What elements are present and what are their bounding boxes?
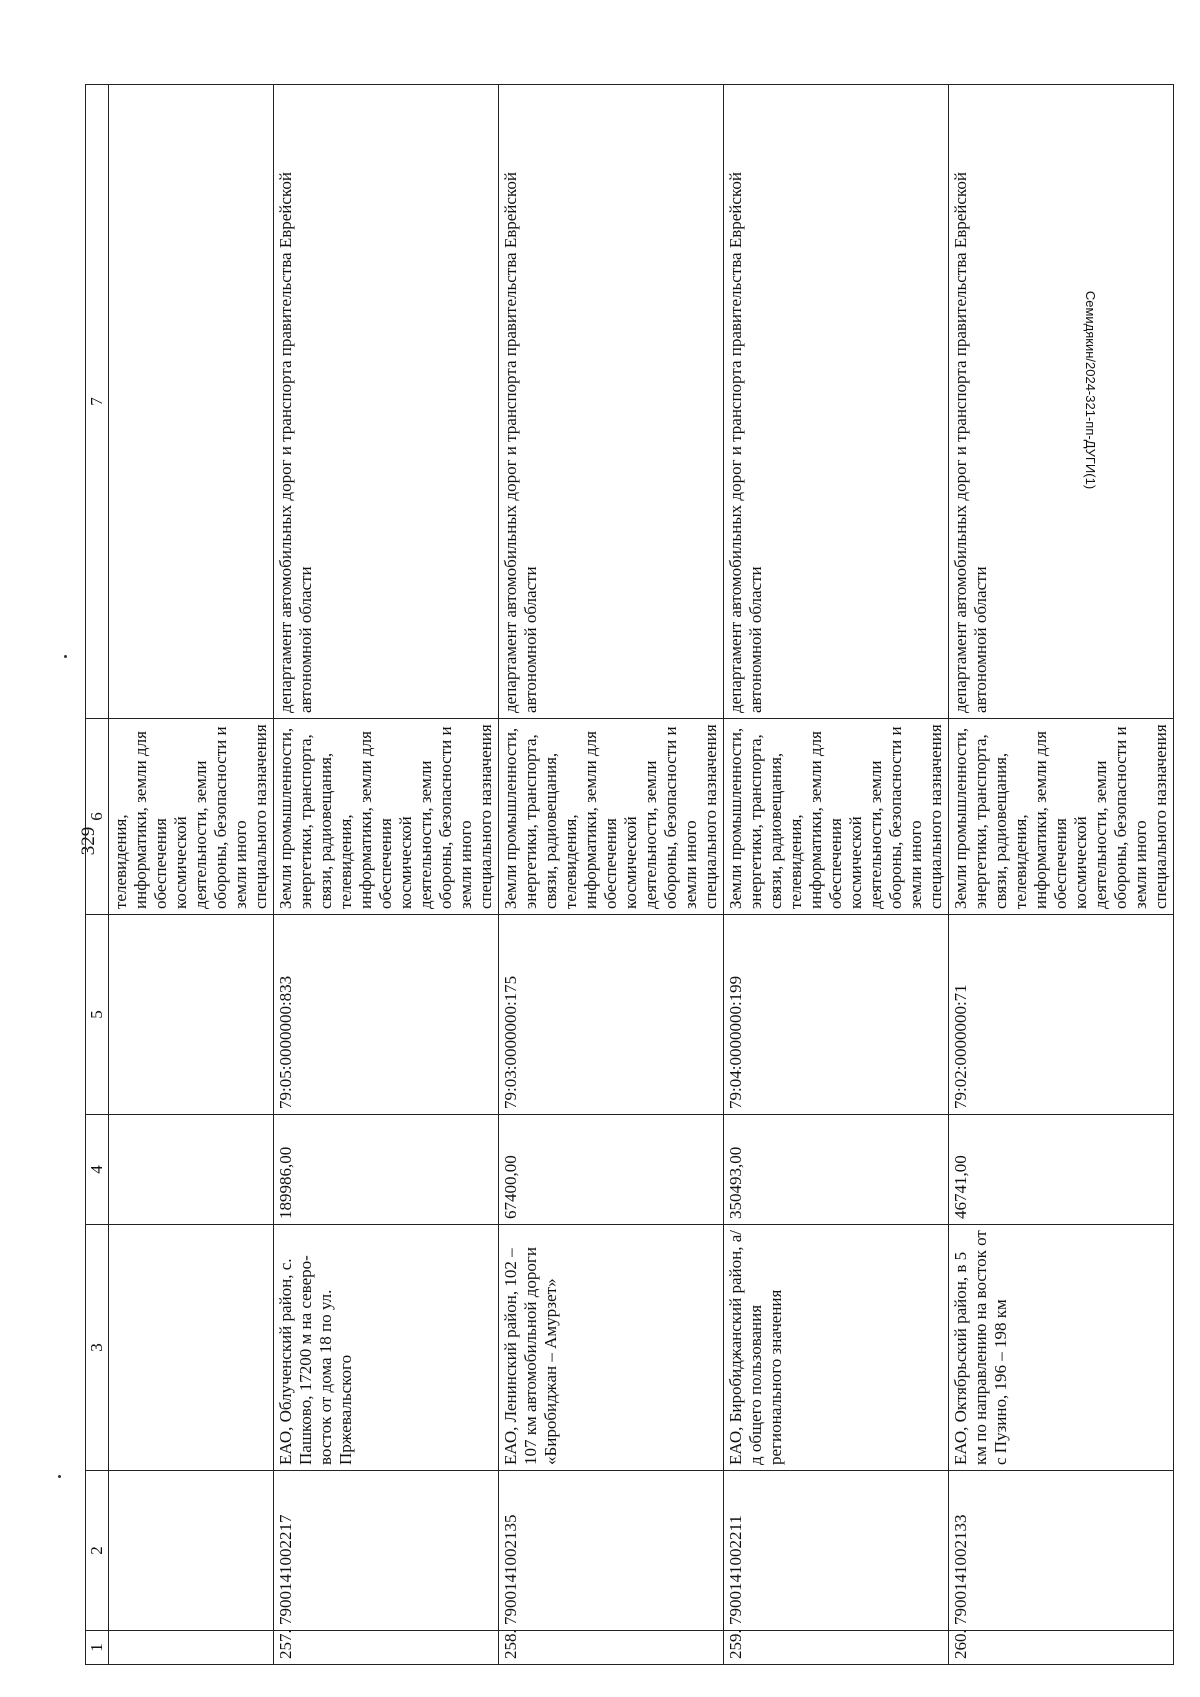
- area-cell: 67400,00: [499, 1115, 724, 1225]
- column-header: 1: [86, 1631, 109, 1665]
- land-register-table: [85, 84, 1174, 1665]
- location-cell: ЕАО, Октябрьский район, в 5 км по направлению на восток от с Пузино, 196 – 198 км: [949, 1225, 1174, 1471]
- continuation-row: [109, 85, 274, 1665]
- empty-cell: [109, 1115, 274, 1225]
- land-category-text: телевидения, информатики, земли для обеспечения космической деятельности, земли обороны, безопасности и земли иного специального назначения: [111, 724, 270, 909]
- row-number: 260.: [949, 1631, 1174, 1665]
- column-header: 4: [86, 1115, 109, 1225]
- land-register-table-area: [85, 85, 1170, 1665]
- cadastral-number: 79:04:0000000:199: [724, 915, 949, 1115]
- area-cell: 46741,00: [949, 1115, 1174, 1225]
- empty-cell: [109, 85, 274, 719]
- land-category-cell: Земли промышленности, энергетики, транспорта, связи, радиовещания, телевидения, информатики, земли для обеспечения космической деятельности, земли обороны, безопасности и земли иного специального назначения: [949, 719, 1174, 915]
- page-number: 329: [78, 826, 99, 856]
- empty-cell: [109, 915, 274, 1115]
- land-category-cell: [109, 719, 274, 915]
- owner-cell: департамент автомобильных дорог и транспорта правительства Еврейской автономной области: [949, 85, 1174, 719]
- row-number: 258.: [499, 1631, 724, 1665]
- empty-cell: [109, 1631, 274, 1665]
- empty-cell: [109, 1225, 274, 1471]
- column-header: 6: [86, 719, 109, 915]
- location-cell: ЕАО, Ленинский район, 102 – 107 км автомобильной дороги «Биробиджан – Амурзет»: [499, 1225, 724, 1471]
- column-header: 7: [86, 85, 109, 719]
- owner-cell: департамент автомобильных дорог и транспорта правительства Еврейской автономной области: [274, 85, 499, 719]
- registry-code: 7900141002211: [724, 1471, 949, 1631]
- column-header: 2: [86, 1471, 109, 1631]
- location-cell: ЕАО, Облученский район, с. Пашково, 17200 м на северо-восток от дома 18 по ул. Пржевальского: [274, 1225, 499, 1471]
- cadastral-number: 79:02:0000000:71: [949, 915, 1174, 1115]
- location-cell: ЕАО, Биробиджанский район, а/д общего пользования регионального значения: [724, 1225, 949, 1471]
- column-header: 3: [86, 1225, 109, 1471]
- empty-cell: [109, 1471, 274, 1631]
- land-category-cell: Земли промышленности, энергетики, транспорта, связи, радиовещания, телевидения, информатики, земли для обеспечения космической деятельности, земли обороны, безопасности и земли иного специального назначения: [724, 719, 949, 915]
- cadastral-number: 79:03:0000000:175: [499, 915, 724, 1115]
- table-row: [274, 85, 499, 1665]
- table-row: [499, 85, 724, 1665]
- column-number-row: [86, 85, 109, 1665]
- table-row: [949, 85, 1174, 1665]
- registry-code: 7900141002133: [949, 1471, 1174, 1631]
- cadastral-number: 79:05:0000000:833: [274, 915, 499, 1115]
- land-category-cell: Земли промышленности, энергетики, транспорта, связи, радиовещания, телевидения, информатики, земли для обеспечения космической деятельности, земли обороны, безопасности и земли иного специального назначения: [499, 719, 724, 915]
- area-cell: 350493,00: [724, 1115, 949, 1225]
- row-number: 259.: [724, 1631, 949, 1665]
- registry-code: 7900141002135: [499, 1471, 724, 1631]
- column-header: 5: [86, 915, 109, 1115]
- table-row: [724, 85, 949, 1665]
- registry-code: 7900141002217: [274, 1471, 499, 1631]
- owner-cell: департамент автомобильных дорог и транспорта правительства Еврейской автономной области: [724, 85, 949, 719]
- area-cell: 189986,00: [274, 1115, 499, 1225]
- land-category-cell: Земли промышленности, энергетики, транспорта, связи, радиовещания, телевидения, информатики, земли для обеспечения космической деятельности, земли обороны, безопасности и земли иного специального назначения: [274, 719, 499, 915]
- scan-speck: [64, 655, 67, 658]
- document-code: Семидякин/2024-321-пп-ДУГИ(1): [1083, 290, 1098, 490]
- row-number: 257.: [274, 1631, 499, 1665]
- owner-cell: департамент автомобильных дорог и транспорта правительства Еврейской автономной области: [499, 85, 724, 719]
- rotated-table-container: [85, 85, 1170, 1665]
- scan-speck: [58, 1475, 61, 1478]
